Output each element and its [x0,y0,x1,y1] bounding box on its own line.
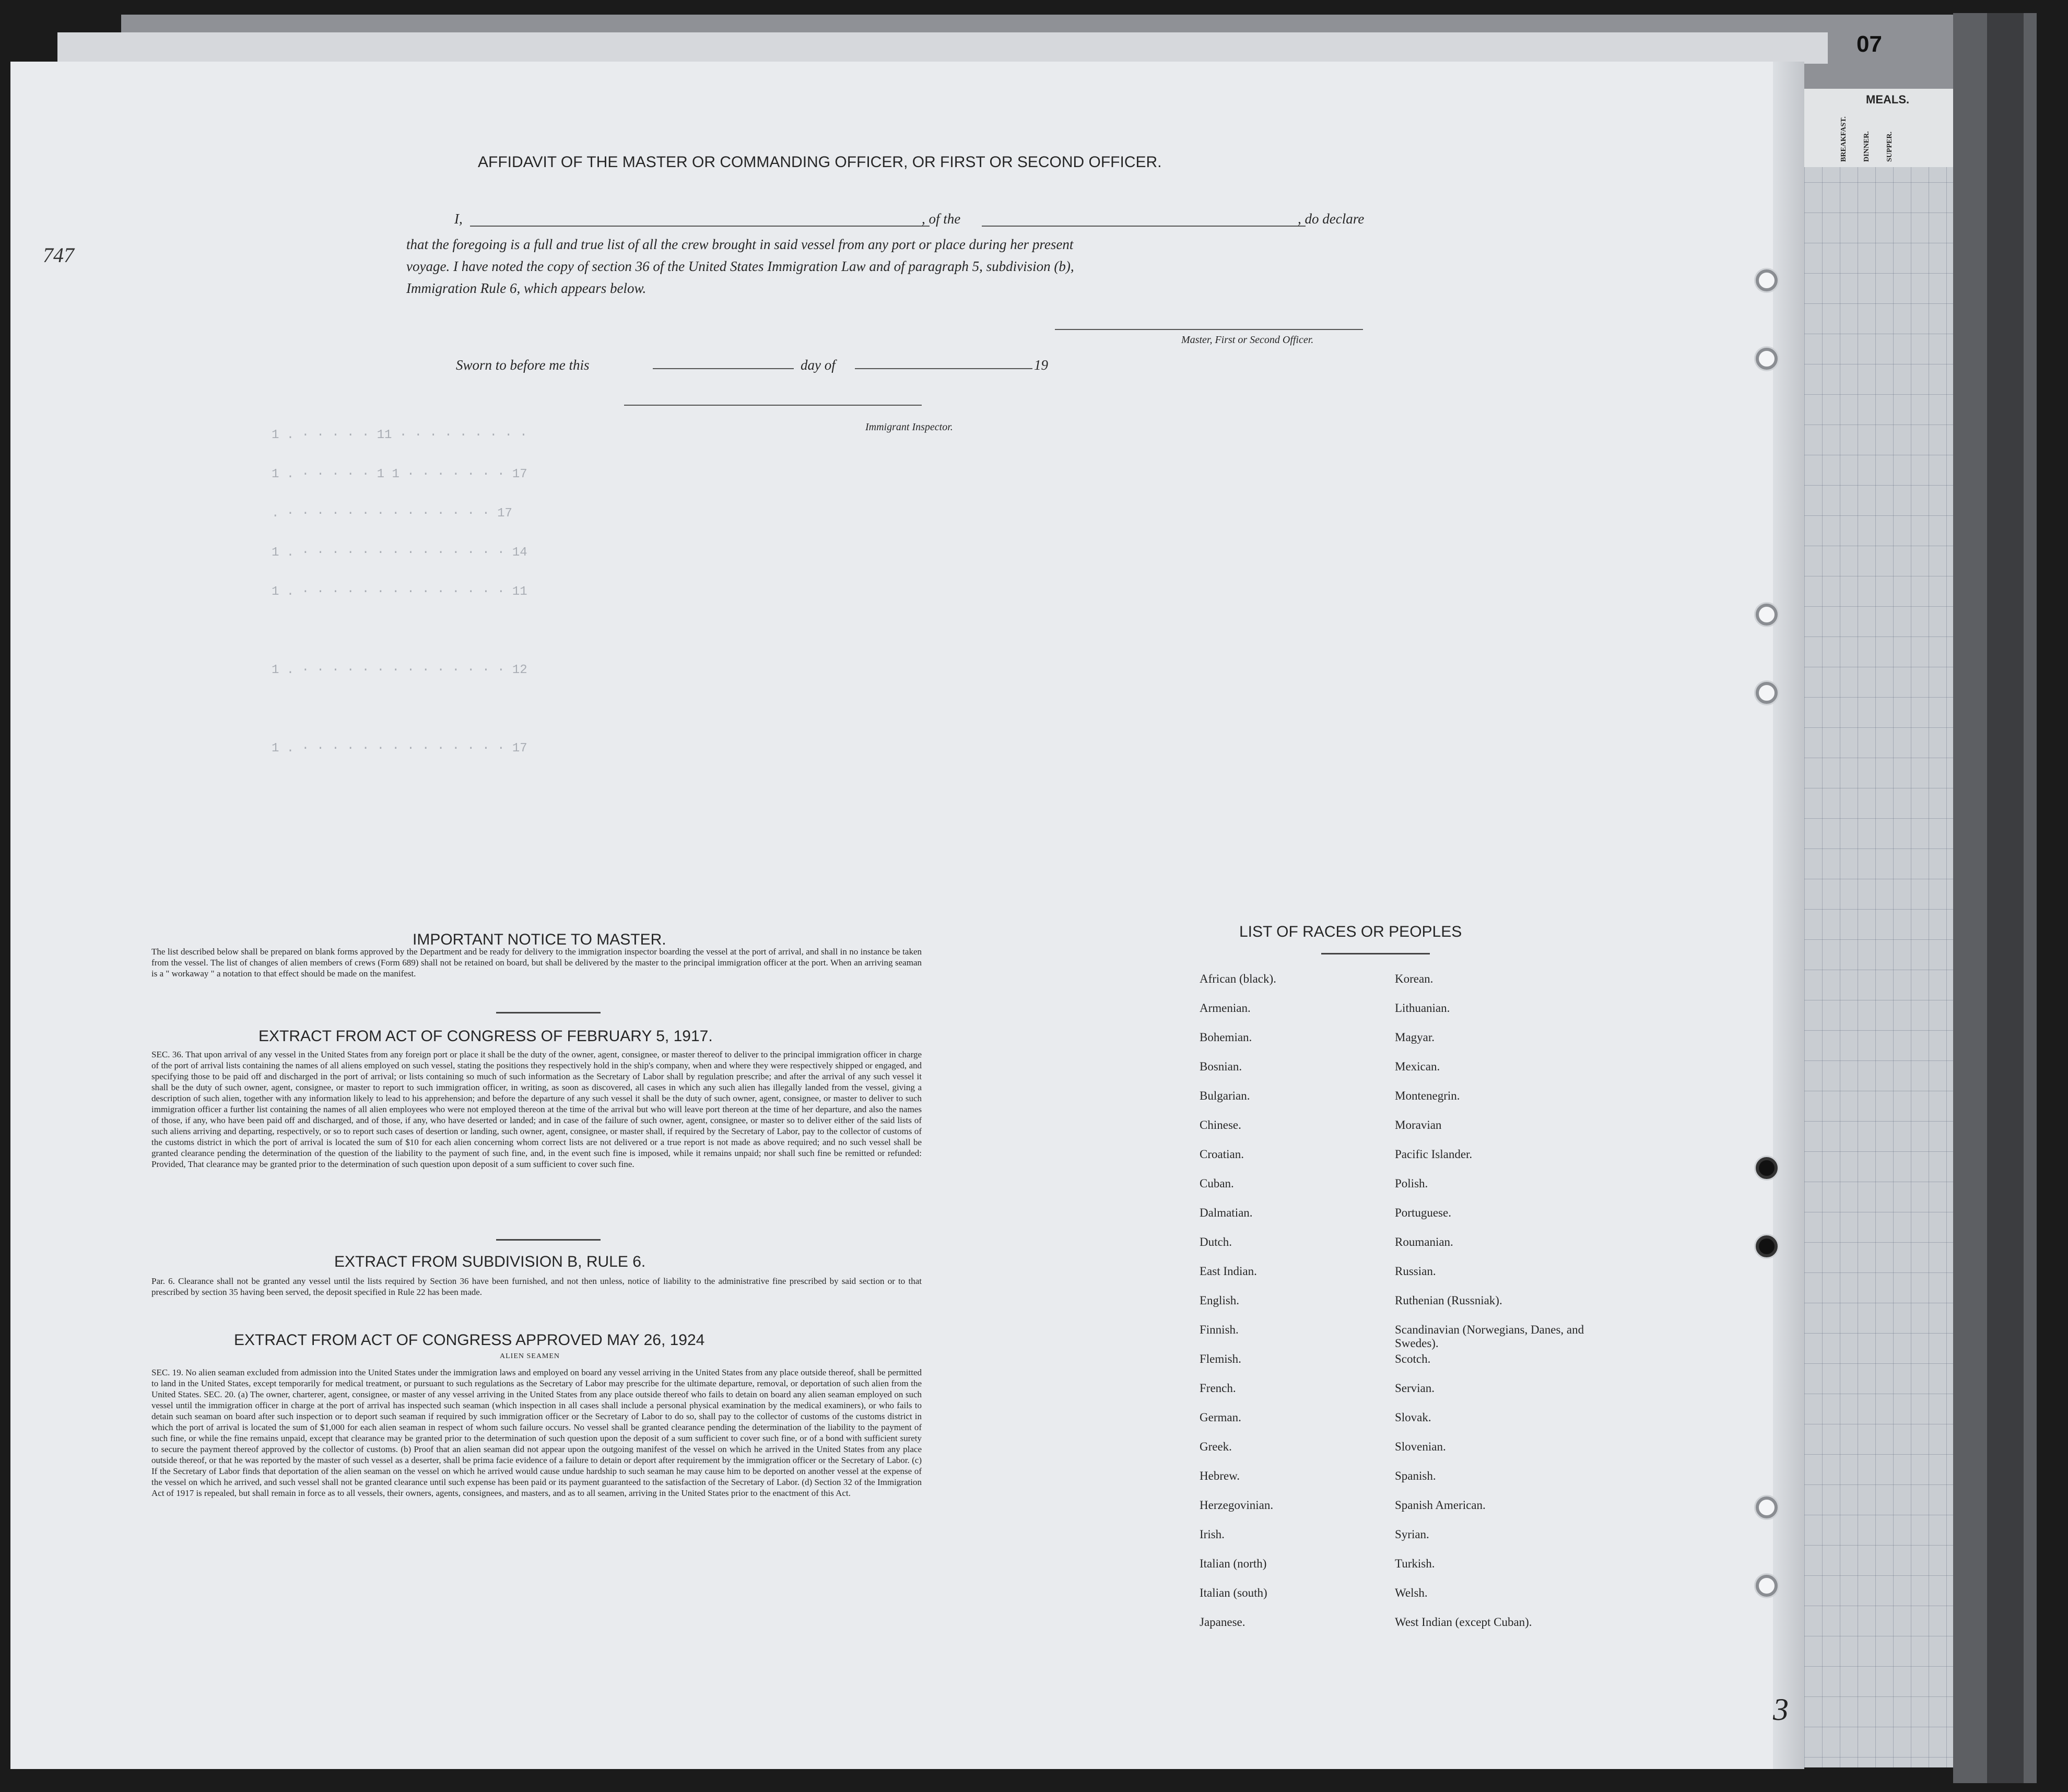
races-title: LIST OF RACES OR PEOPLES [1239,923,1462,940]
race-entry: Armenian. [1200,1001,1251,1015]
race-entry: Greek. [1200,1440,1232,1453]
race-row [1200,972,1604,1001]
sworn-day-blank [653,368,794,369]
race-entry: Flemish. [1200,1352,1241,1365]
master-signature-line [1055,329,1363,330]
race-entry: Syrian. [1395,1528,1429,1541]
race-row [1200,1206,1604,1235]
race-entry: Cuban. [1200,1177,1234,1190]
race-row [1200,1148,1604,1177]
binder-hole [1756,1235,1778,1257]
month-blank [855,368,1032,369]
affidavit-title: AFFIDAVIT OF THE MASTER OR COMMANDING OFFICER, OR FIRST OR SECOND OFFICER. [478,154,1162,171]
race-entry: Bohemian. [1200,1031,1252,1044]
extract-1924-subtitle: ALIEN SEAMEN [500,1352,560,1360]
race-entry: French. [1200,1382,1236,1395]
race-entry: Servian. [1395,1382,1435,1395]
affidavit-body-1: that the foregoing is a full and true list of all the crew brought in said vessel from any port or place during her present [406,237,1074,252]
race-row [1200,1499,1604,1528]
race-entry: Herzegovinian. [1200,1499,1274,1512]
binder-hole [1756,348,1778,370]
race-row [1200,1382,1604,1411]
sworn-label: Sworn to before me this [456,357,590,373]
race-row [1200,1060,1604,1089]
races-separator [1321,953,1430,954]
notice-title: IMPORTANT NOTICE TO MASTER. [413,931,666,948]
race-entry: Finnish. [1200,1323,1239,1336]
race-row [1200,1265,1604,1294]
race-row [1200,1118,1604,1148]
race-entry: Spanish American. [1395,1499,1486,1512]
section-separator [496,1012,601,1013]
race-entry: Irish. [1200,1528,1225,1541]
race-entry: Hebrew. [1200,1469,1240,1482]
race-entry: Dutch. [1200,1235,1232,1248]
race-entry: Roumanian. [1395,1235,1453,1248]
race-entry: Bulgarian. [1200,1089,1250,1102]
race-entry: Bosnian. [1200,1060,1242,1073]
race-row [1200,1323,1604,1352]
race-row [1200,1294,1604,1323]
race-entry: Mexican. [1395,1060,1440,1073]
race-entry: Polish. [1395,1177,1428,1190]
vessel-blank [982,226,1306,227]
race-entry: Japanese. [1200,1616,1246,1629]
race-entry: Croatian. [1200,1148,1244,1161]
race-entry: Turkish. [1395,1557,1435,1570]
affidavit-i: I, [454,211,463,227]
race-entry: Russian. [1395,1265,1436,1278]
binder-hole [1756,1575,1778,1597]
extract-1917-body: SEC. 36. That upon arrival of any vessel in the United States from any foreign port or place it shall be the duty of the owner, agent, consignee, or master thereof to deliver to the principal immigration officer in charge of the port of arrival lists containing the names of all aliens employed on such vessel, stating the positions they respectively hold in the ship's company, when and where they were respectively shipped or engaged, and specifying those to be paid off and discharged in the port of arrival; or lists containing so much of such information as the Secretary of Labor shall by regulation prescribe; and after the arrival of any such vessel it shall be the duty of such owner, agent, consignee, or master to report to such immigration officer, in writing, as soon as discovered, all cases in which any such alien has illegally landed from the vessel, giving a description of such alien, together with any information likely to lead to his apprehension; and before the departure of any such vessel it shall be the duty of such owner, agent, consignee, or master to deliver to such immigration officer a further list containing the names of all alien employees who were not employed thereon at the time of the arrival but who will leave port thereon at the time of her departure, and also the names of those, if any, who have been paid off and discharged, and of those, if any, who have deserted or landed; and in case of the failure of such owner, agent, consignee, or master so to deliver either of the said lists of such aliens arriving and departing, respectively, or so to report such cases of desertion or landing, such owner, agent, consignee, or master shall, if required by the Secretary of Labor, pay to the collector of customs of the customs district in which the port of arrival is located the sum of $10 for each alien concerning whom correct lists are not delivered or a true report is not made as above required; and no such vessel shall be granted clearance pending the determination of the question of the liability to the payment of such fine, and, in the event such fine is imposed, while it remains unpaid; nor shall such fine be remitted or refunded: Provided, That clearance may be granted prior to the determination of such question upon deposit of a sum sufficient to cover such fine. [151,1050,922,1169]
race-entry: Scotch. [1395,1352,1431,1365]
race-row [1200,1001,1604,1031]
extract-1917-title: EXTRACT FROM ACT OF CONGRESS OF FEBRUARY 5, 1917. [258,1028,713,1045]
race-row [1200,1352,1604,1382]
binder-hole [1756,604,1778,626]
race-entry: Italian (north) [1200,1557,1267,1570]
race-row [1200,1586,1604,1616]
affidavit-of-the: , of the [922,211,961,227]
handwritten-page-mark: 3 [1773,1692,1789,1727]
inspector-signature-line [624,405,922,406]
affidavit-body-3: Immigration Rule 6, which appears below. [406,280,647,296]
backing-page-edge [57,32,1828,64]
master-caption: Master, First or Second Officer. [1181,334,1314,346]
race-row [1200,1177,1604,1206]
binder-hole [1756,1157,1778,1179]
extract-1924-title: EXTRACT FROM ACT OF CONGRESS APPROVED MAY 26, 1924 [234,1331,705,1349]
section-separator [496,1239,601,1241]
race-entry: Lithuanian. [1395,1001,1450,1015]
extract-rule6-title: EXTRACT FROM SUBDIVISION B, RULE 6. [334,1253,646,1270]
page-curl-shadow [1773,62,1804,1769]
name-blank [470,226,930,227]
race-row [1200,1089,1604,1118]
race-entry: Scandinavian (Norwegians, Danes, and Swedes). [1395,1323,1584,1350]
handwritten-margin-number: 747 [43,243,74,267]
race-entry: Slovak. [1395,1411,1431,1424]
race-row [1200,1031,1604,1060]
races-table [1200,972,1604,1645]
meal-col-breakfast: BREAKFAST. [1840,116,1848,162]
binder-hole [1756,1496,1778,1518]
binder-hole [1756,682,1778,704]
affidavit-declare: , do declare [1298,211,1365,227]
race-entry: Korean. [1395,972,1434,985]
race-entry: Magyar. [1395,1031,1435,1044]
page-number: 07 [1857,31,1882,57]
inspector-caption: Immigrant Inspector. [865,421,953,433]
race-entry: English. [1200,1294,1240,1307]
year-label: 19 [1034,357,1048,373]
race-row [1200,1616,1604,1645]
extract-1924-body: SEC. 19. No alien seaman excluded from admission into the United States under the immigration laws and employed on board any vessel arriving in the United States from any place outside thereof, shall be permitted to land in the United States, except temporarily for medical treatment, or pursuant to such regulations as the Secretary of Labor may prescribe for the ultimate departure, removal, or deportation of such alien from the United States. SEC. 20. (a) The owner, charterer, agent, consignee, or master of any vessel arriving in the United States from any place outside thereof who fails to detain on board any alien seaman employed on such vessel until the immigration officer in charge at the port of arrival has inspected such seaman (which inspection in all cases shall include a personal physical examination by the medical examiners), or who fails to detain such seaman on board after such inspection or to deport such seaman if required by such immigration officer or the Secretary of Labor to do so, shall pay to the collector of customs of the customs district in which the port of arrival is located the sum of $1,000 for each alien seaman in respect of whom such failure occurs. No vessel shall be granted clearance pending the determination of the liability to the payment of such fine, or while the fine remains unpaid, except that clearance may be granted prior to the determination of such question upon the deposit of a sum sufficient to cover such fine, or of a bond with sufficient surety to secure the payment thereof approved by the collector of customs. (b) Proof that an alien seaman did not appear upon the outgoing manifest of the vessel on which he arrived in the United States from any place outside thereof, or that he was reported by the master of such vessel as a deserter, shall be prima facie evidence of a failure to detain or deport after requirement by the immigration officer or the Secretary of Labor. (c) If the Secretary of Labor finds that deportation of the alien seaman on the vessel on which he arrived would cause undue hardship to such seaman he may cause him to be deported on another vessel at the expense of the vessel on which he arrived, and such vessel shall not be granted clearance until such expense has been paid or its payment guaranteed to the satisfaction of the Secretary of Labor. (d) Section 32 of the Immigration Act of 1917 is repealed, but shall remain in force as to all vessels, their owners, agents, consignees, and masters, and as to all seamen, arriving in the United States prior to the enactment of this Act. [151,1367,922,1498]
race-row [1200,1528,1604,1557]
extract-rule6-body: Par. 6. Clearance shall not be granted any vessel until the lists required by Section 36 have been furnished, and not then unless, notice of liability to the administrative fine prescribed by said section or to that prescribed by section 35 having been served, the deposit specified in Rule 22 has been made. [151,1276,922,1297]
race-entry: West Indian (except Cuban). [1395,1616,1532,1629]
race-entry: Montenegrin. [1395,1089,1460,1102]
race-entry: Welsh. [1395,1586,1428,1599]
race-row [1200,1440,1604,1469]
race-entry: Slovenian. [1395,1440,1446,1453]
race-entry: East Indian. [1200,1265,1257,1278]
notice-body: The list described below shall be prepared on blank forms approved by the Department and be ready for delivery to the immigration inspector boarding the vessel at the port of arrival, and shall in no instance be taken from the vessel. The list of changes of alien members of crews (Form 689) shall not be retained on board, but shall be delivered by the master to the principal immigration officer at the port. When an arriving seaman is a " workaway " a notation to that effect should be made on the manifest. [151,947,922,978]
race-entry: African (black). [1200,972,1276,985]
meal-col-supper: SUPPER. [1886,132,1894,162]
affidavit-body-2: voyage. I have noted the copy of section 36 of the United States Immigration Law and of paragraph 5, subdivision (b), [406,258,1074,274]
race-entry: Moravian [1395,1118,1442,1131]
race-row [1200,1235,1604,1265]
meals-header: MEALS. [1866,93,1910,106]
day-of-label: day of [801,357,836,373]
race-entry: Chinese. [1200,1118,1241,1131]
race-entry: German. [1200,1411,1241,1424]
race-row [1200,1411,1604,1440]
race-entry: Dalmatian. [1200,1206,1253,1219]
meal-col-dinner: DINNER. [1863,131,1871,162]
binding-shadow [1987,13,2024,1783]
race-entry: Pacific Islander. [1395,1148,1473,1161]
race-entry: Spanish. [1395,1469,1436,1482]
race-entry: Italian (south) [1200,1586,1267,1599]
race-entry: Portuguese. [1395,1206,1451,1219]
race-row [1200,1469,1604,1499]
race-row [1200,1557,1604,1586]
race-entry: Ruthenian (Russniak). [1395,1294,1502,1307]
binder-hole [1756,269,1778,291]
